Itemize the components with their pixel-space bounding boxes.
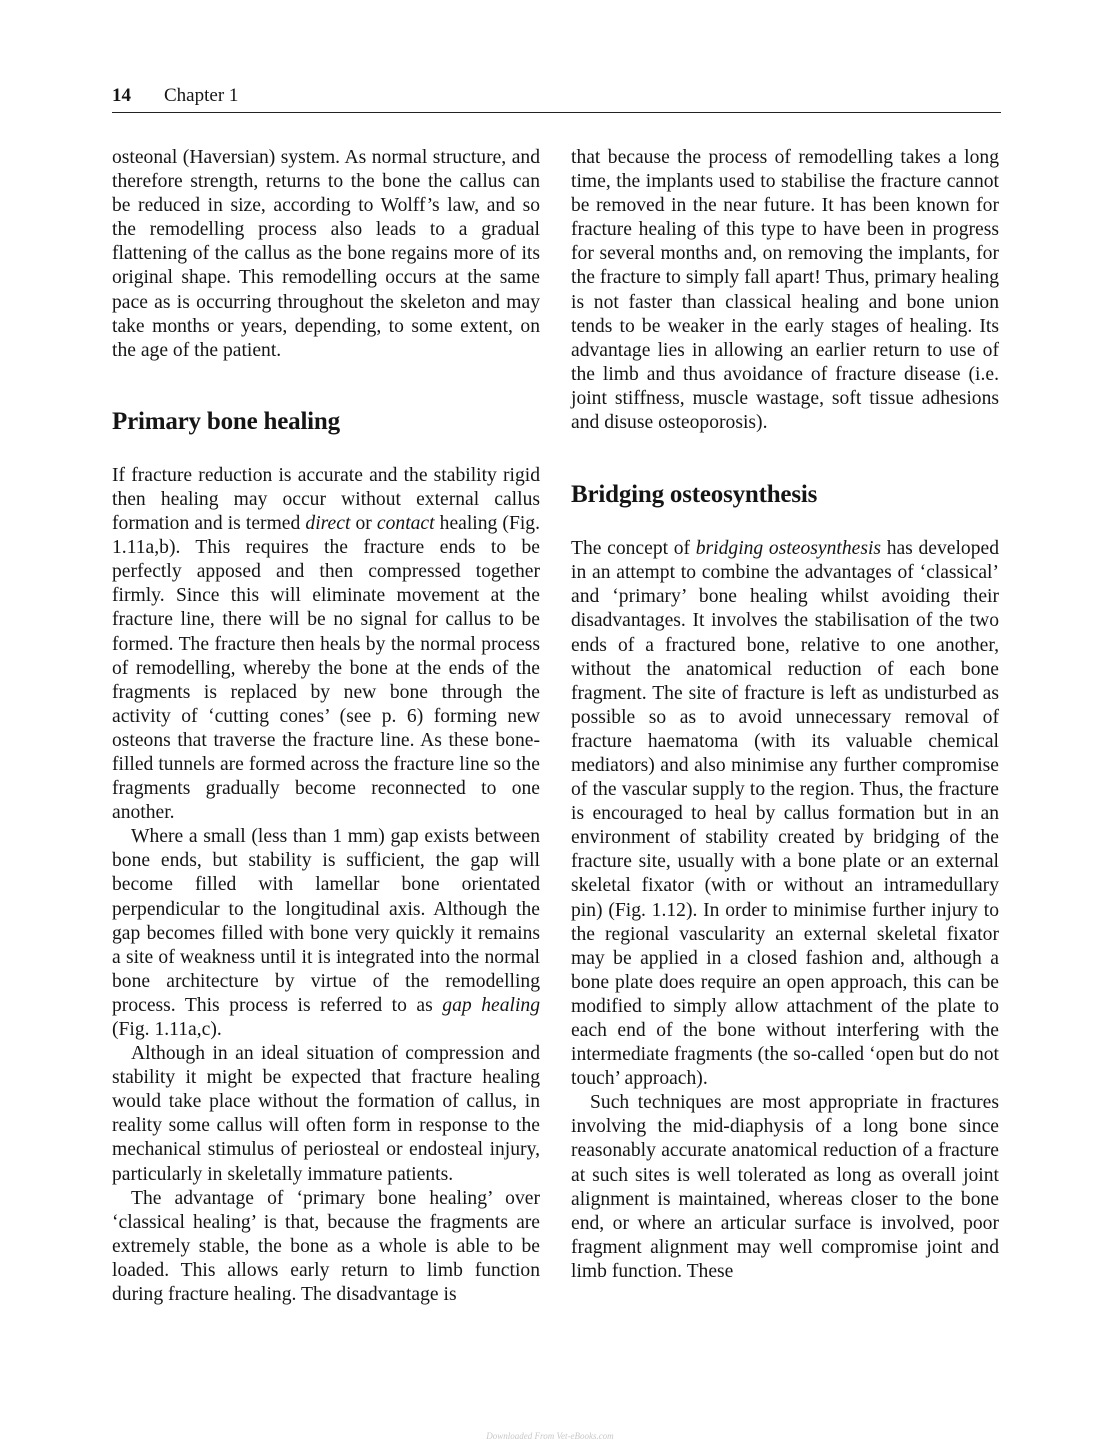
paragraph: If fracture reduction is accurate and the stability rigid then healing may occur without external callus formation and is termed direct or contact healing (Fig. 1.11a,b). This requires the fracture ends to be perfectly apposed and then compressed together firmly. Since this will eliminate movement at the fracture line, there will be no signal for callus to be formed. The fracture then heals by the normal process of remodelling, whereby the bone at the ends of the fragments is replaced by new bone through the activity of ‘cutting cones’ (see p. 6) forming new osteons that traverse the fracture line. As these bone-filled tunnels are formed across the fracture line so the fragments gradually become reconnected to one another. [112, 464, 540, 824]
running-header [112, 84, 1000, 108]
term-bridging-osteosynthesis: bridging osteosynthesis [695, 538, 882, 560]
paragraph: Such techniques are most appropriate in fractures involving the mid-diaphysis of a long bone since reasonably accurate anatomical reduction of a fracture at such sites is well tolerated as long as overall joint alignment is maintained, whereas closer to the bone end, or where an articular surface is involved, poor fragment alignment may well compromise joint and limb function. These [571, 1092, 999, 1282]
section-heading-primary-bone-healing: Primary bone healing [112, 407, 340, 435]
right-column [571, 146, 999, 1284]
download-watermark: Downloaded From Vet-eBooks.com [486, 1431, 614, 1441]
header-rule [112, 112, 1001, 113]
paragraph: Where a small (less than 1 mm) gap exists between bone ends, but stability is sufficient, the gap will become filled with lamellar bone orientated perpendicular to the longitudinal axis. Although the gap becomes filled with bone very quickly it remains a site of weakness until it is integrated into the normal bone architecture by virtue of the remodelling process. This process is referred to as gap healing (Fig. 1.11a,c). [112, 826, 540, 1040]
section-heading-bridging-osteosynthesis: Bridging osteosynthesis [571, 481, 818, 509]
paragraph: The advantage of ‘primary bone healing’ over ‘classical healing’ is that, because the fragments are extremely stable, the bone as a whole is able to be loaded. This allows early return to limb function during fracture healing. The disadvantage is [112, 1187, 540, 1306]
paragraph: The concept of bridging osteosynthesis has developed in an attempt to combine the advantages of ‘classical’ and ‘primary’ bone healing whilst avoiding their disadvantages. It involves the stabilisation of the two ends of a fractured bone, relative to one another, without the anatomical reduction of each bone fragment. The site of fracture is left as undisturbed as possible so as to avoid unnecessary removal of fracture haematoma (with its valuable chemical mediators) and also minimise any further compromise of the vascular supply to the region. Thus, the fracture is encouraged to heal by callus formation but in an environment of stability created by bridging of the fracture site, usually with a bone plate or an external skeletal fixator (with or without an intramedullary pin) (Fig. 1.12). In order to minimise further injury to the regional vascularity an external skeletal fixator may be applied in a closed fashion and, although a bone plate does require an open approach, this can be modified to simply allow attachment of the plate to each end of the bone without interfering with the intermediate fragments (the so-called ‘open but do not touch’ approach). [571, 538, 999, 1090]
term-gap-healing: gap healing [442, 994, 540, 1016]
page-number: 14 [112, 85, 131, 106]
paragraph: Although in an ideal situation of compression and stability it might be expected that fracture healing would take place without the formation of callus, in reality some callus will often form in response to the mechanical stimulus of periosteal or endosteal injury, particularly in skeletally immature patients. [112, 1043, 540, 1185]
chapter-title: Chapter 1 [164, 85, 239, 106]
paragraph-continued: that because the process of remodelling takes a long time, the implants used to stabilise the fracture cannot be removed in the near future. It has been known for fracture healing of this type to have been in progress for several months and, on removing the implants, for the fracture to simply fall apart! Thus, primary healing is not faster than classical healing and bone union tends to be weaker in the early stages of healing. Its advantage lies in allowing an earlier return to use of the limb and thus avoidance of fracture disease (i.e. joint stiffness, muscle wastage, soft tissue adhesions and disuse osteoporosis). [571, 147, 999, 434]
term-direct: direct [305, 513, 351, 535]
term-contact: contact [376, 513, 435, 535]
paragraph-continued: osteonal (Haversian) system. As normal structure, and therefore strength, returns to the bone the callus can be reduced in size, according to Wolff’s law, and so the remodelling process also leads to a gradual flattening of the callus as the bone regains more of its original shape. This remodelling occurs at the same pace as is occurring throughout the skeleton and may take months or years, depending, to some extent, on the age of the patient. [112, 147, 540, 361]
left-column [112, 146, 540, 1307]
